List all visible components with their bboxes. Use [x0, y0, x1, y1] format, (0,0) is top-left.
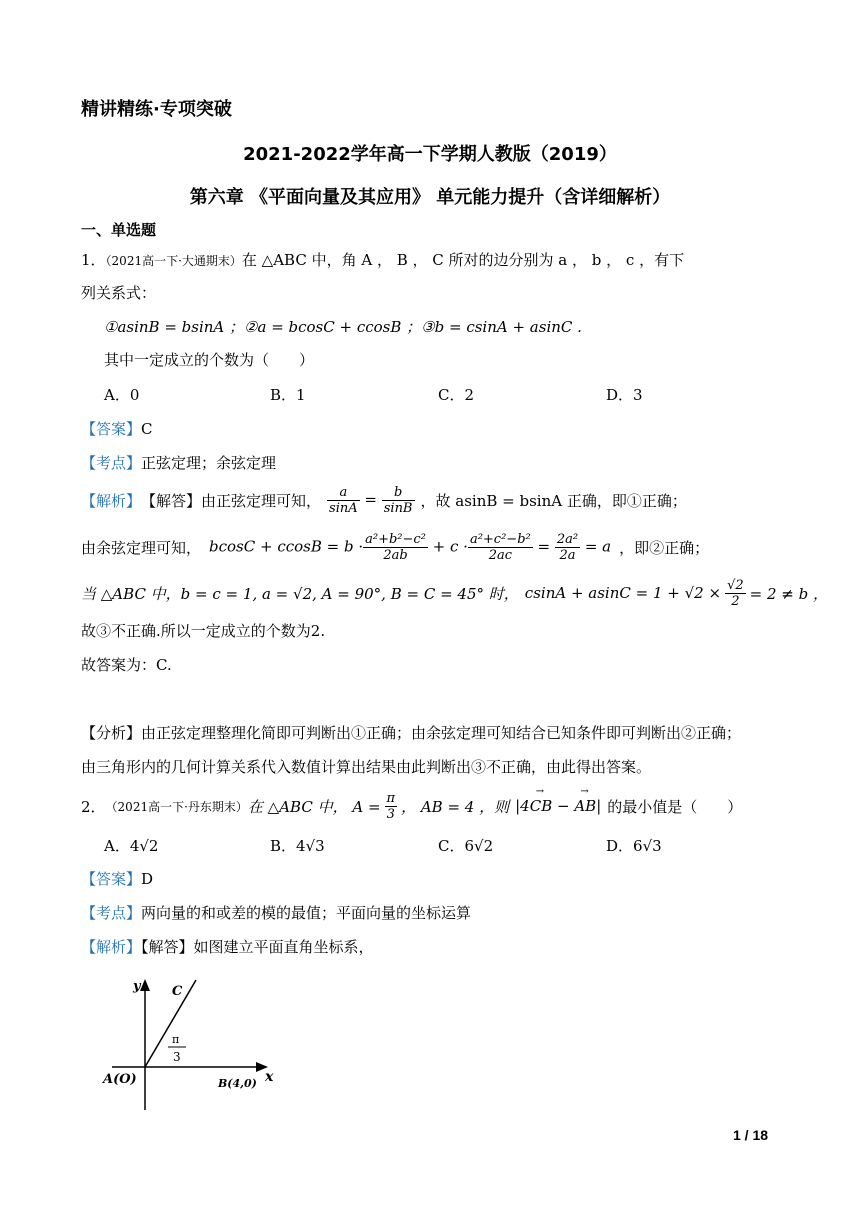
q2-number: 2．	[81, 797, 106, 816]
q1-point	[81, 452, 276, 473]
answer-tag: 【答案】	[81, 420, 142, 438]
q2-answer	[81, 868, 153, 889]
point-text: 两向量的和或差的模的最值；平面向量的坐标运算	[141, 904, 472, 922]
q2-option-d: D．6√3	[606, 837, 662, 855]
q1-option-a: A．0	[104, 386, 140, 404]
angle-num: π	[172, 1033, 180, 1046]
q2-stem: 在 △ABC 中， A =	[247, 797, 381, 816]
q1-stem-line	[81, 249, 684, 270]
q1-option-b: B．1	[270, 386, 306, 404]
analysis-tag: 【解析】	[81, 491, 142, 510]
analysis-text: 【解答】由正弦定理可知，	[141, 491, 322, 510]
section-heading: 一、单选题	[81, 221, 157, 239]
analysis-text: 【解答】如图建立平面直角坐标系，	[141, 938, 374, 956]
q2-stem-line	[81, 788, 742, 824]
answer-value: D	[141, 870, 154, 888]
chapter-title: 第六章 《平面向量及其应用》 单元能力提升（含详细解析）	[189, 187, 671, 208]
point-tag: 【考点】	[81, 454, 142, 472]
page-number: 1 / 18	[733, 1127, 769, 1143]
q2-option-c: C．6√2	[438, 837, 494, 855]
analysis-text: csinA + asinC = 1 + √2 ×	[524, 584, 722, 602]
q1-stem: 在 △ABC 中，角 A ， B ， C 所对的边分别为 a ， b ， c ，有下	[241, 251, 685, 269]
angle-den: 3	[173, 1050, 181, 1064]
y-arrow	[140, 979, 150, 991]
series-title: 精讲精练·专项突破	[81, 99, 232, 120]
analysis-tag: 【解析】	[81, 938, 142, 956]
analysis-text: 当 △ABC 中，b = c = 1, a = √2, A = 90°, B = C = 45° 时，	[81, 584, 519, 603]
point-tag: 【考点】	[81, 904, 142, 922]
x-label: x	[265, 1069, 274, 1085]
y-label: y	[133, 979, 141, 994]
answer-tag: 【答案】	[81, 870, 142, 888]
doc-title: 2021-2022学年高一下学期人教版（2019）	[243, 144, 617, 165]
q2-point	[81, 902, 471, 923]
q1-number: 1．	[81, 251, 106, 269]
point-text: 正弦定理；余弦定理	[141, 454, 277, 472]
q2-option-a: A．4√2	[104, 837, 159, 855]
analysis-text: ，故 asinB = bsinA 正确，即①正确；	[420, 491, 687, 510]
q1-analysis-line3	[81, 573, 828, 613]
q1-option-c: C．2	[438, 386, 475, 404]
analysis-text: = 2 ≠ b ，	[749, 584, 828, 603]
q2-source: （2021高一下·丹东期末）	[105, 799, 248, 814]
root2-over-2: $\frac{√2}{2}$	[727, 577, 744, 609]
q1-fenxi-line1: 【分析】由正弦定理整理化简即可判断出①正确；由余弦定理可知结合已知条件即可判断出②正确；	[81, 724, 742, 742]
q1-source: （2021高一下·大通期末）	[105, 254, 242, 268]
q2-analysis	[81, 936, 374, 957]
q1-analysis-line5: 故答案为：C.	[81, 656, 172, 674]
ray-ac	[145, 980, 196, 1067]
q1-analysis-line4: 故③不正确.所以一定成立的个数为2.	[81, 622, 326, 640]
vector-expression: |4CB → − AB → |	[515, 786, 602, 815]
point-b-label: B(4,0)	[218, 1077, 257, 1090]
q1-question: 其中一定成立的个数为（ ）	[104, 351, 315, 369]
cosine-law-formula: bcosC + ccosB = b · $\frac{\text{a²+b²−c²}}{2ab}$ + c · $\frac{\text{a²+c²−b²}}{2ac}$ = $\frac{\text{2a²}}{2a}$ = a	[209, 531, 612, 563]
sine-law-fraction: $\frac{a}{\sin A}$ = $\frac{b}{\sin B}$	[329, 484, 413, 516]
point-c-label: C	[172, 984, 183, 999]
q1-analysis-line2	[81, 527, 709, 567]
q1-analysis-line1	[81, 483, 687, 517]
q1-answer	[81, 418, 153, 439]
origin-label: A(O)	[103, 1072, 137, 1087]
q1-option-d: D．3	[606, 386, 643, 404]
q1-fenxi-line2: 由三角形内的几何计算关系代入数值计算出结果由此判断出③不正确，由此得出答案。	[81, 758, 652, 776]
answer-value: C	[141, 420, 153, 438]
q2-stem: ， AB = 4 ，则	[401, 797, 510, 816]
analysis-text: ，即②正确；	[619, 538, 710, 557]
q2-stem: 的最小值是（ ）	[607, 797, 743, 816]
q1-relations: ①asinB = bsinA ；②a = bcosC + ccosB ；③b = csinA + asinC .	[104, 318, 582, 336]
q2-option-b: B．4√3	[270, 837, 325, 855]
pi-over-3: $\frac{\pi}{3}$	[386, 790, 396, 822]
q1-stem-2: 列关系式：	[81, 284, 157, 302]
analysis-text: 由余弦定理可知，	[81, 538, 202, 557]
coordinate-figure	[100, 975, 290, 1115]
